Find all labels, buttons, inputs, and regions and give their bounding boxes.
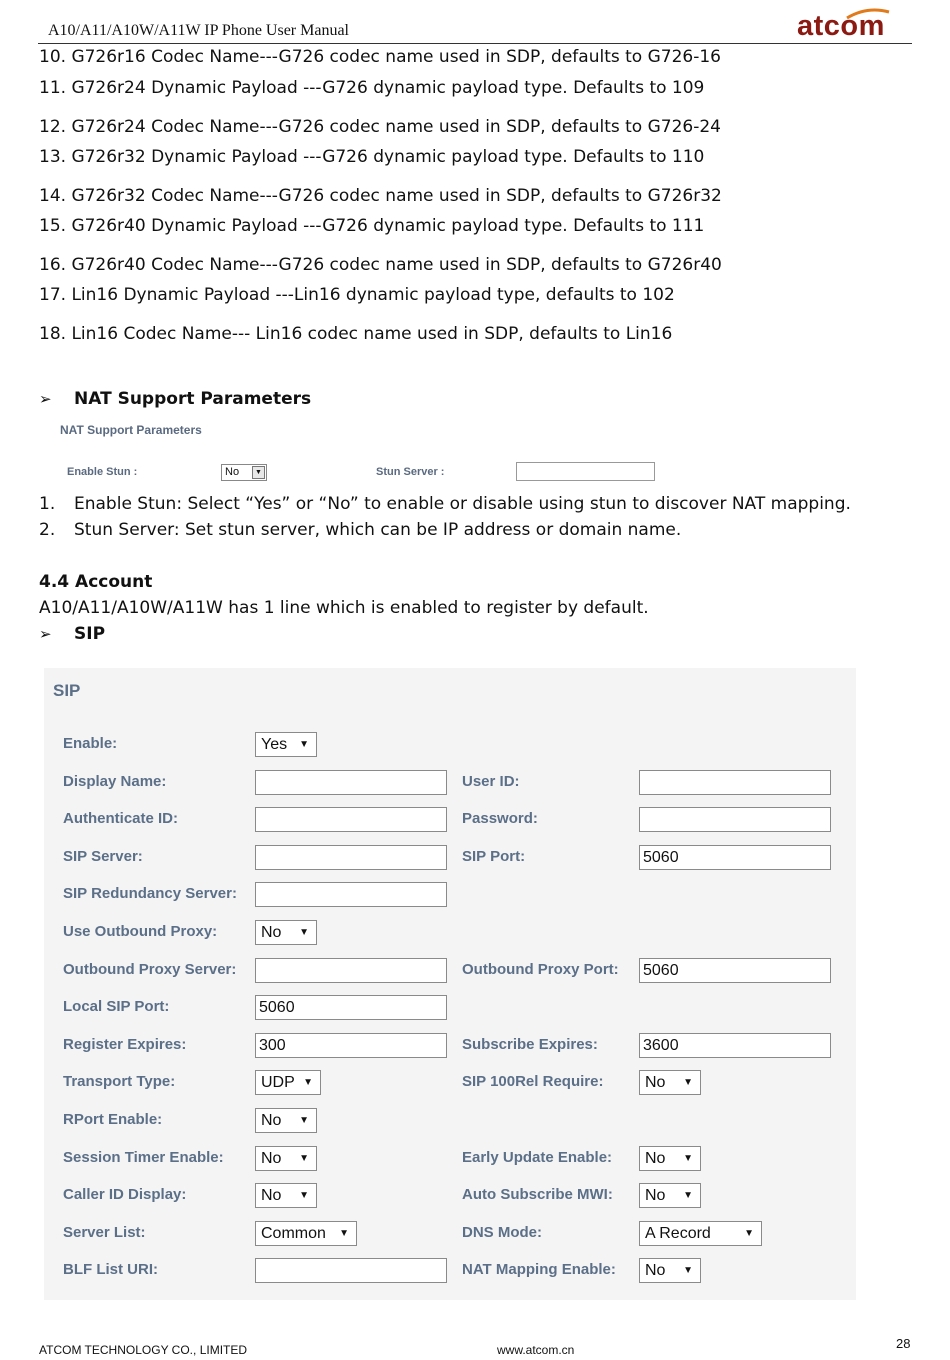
stun-server-label: Stun Server : <box>376 466 445 478</box>
auto-subscribe-mwi-value: No <box>645 1187 666 1205</box>
register-expires-input[interactable]: 300 <box>255 1033 447 1058</box>
dropdown-arrow-icon: ▼ <box>744 1227 754 1239</box>
user-id-label: User ID: <box>462 772 520 790</box>
authenticate-id-label: Authenticate ID: <box>63 810 179 828</box>
sip-server-input[interactable] <box>255 845 447 870</box>
dns-mode-label: DNS Mode: <box>462 1223 542 1241</box>
use-outbound-proxy-label: Use Outbound Proxy: <box>63 923 218 940</box>
account-intro: A10/A11/A10W/A11W has 1 line which is enabled to register by default. <box>39 598 649 618</box>
dropdown-arrow-icon: ▼ <box>683 1265 693 1277</box>
transport-type-label: Transport Type: <box>63 1073 176 1091</box>
register-expires-label: Register Expires: <box>63 1035 187 1053</box>
sip-redundancy-server-input[interactable] <box>255 882 447 907</box>
footer-website: www.atcom.cn <box>497 1343 575 1357</box>
transport-type-value: UDP <box>261 1074 295 1092</box>
dropdown-arrow-icon: ▼ <box>299 927 309 938</box>
nat-panel-title: NAT Support Parameters <box>60 423 202 437</box>
nat-mapping-enable-value: No <box>645 1262 666 1280</box>
use-outbound-proxy-value: No <box>261 924 282 941</box>
codec-list-item: 16. G726r40 Codec Name---G726 codec name used in SDP, defaults to G726r40 <box>39 255 722 275</box>
logo-text: atcom <box>797 10 885 42</box>
outbound-proxy-port-input[interactable]: 5060 <box>639 958 831 983</box>
outbound-proxy-server-label: Outbound Proxy Server: <box>63 960 237 978</box>
subscribe-expires-input[interactable]: 3600 <box>639 1033 831 1058</box>
session-timer-enable-select[interactable] <box>255 1146 317 1171</box>
local-sip-port-label: Local SIP Port: <box>63 998 170 1016</box>
logo-swoosh-icon <box>845 8 891 20</box>
dropdown-arrow-icon: ▼ <box>683 1152 693 1164</box>
local-sip-port-input[interactable]: 5060 <box>255 995 447 1020</box>
dropdown-arrow-icon: ▼ <box>683 1077 693 1089</box>
authenticate-id-input[interactable] <box>255 807 447 832</box>
dropdown-arrow-icon: ▼ <box>303 1077 313 1089</box>
bullet-arrow-icon: ➢ <box>39 625 52 643</box>
blf-list-uri-input[interactable] <box>255 1258 447 1283</box>
enable-select[interactable] <box>255 732 317 757</box>
caller-id-display-select[interactable] <box>255 1183 317 1208</box>
auto-subscribe-mwi-label: Auto Subscribe MWI: <box>462 1186 613 1204</box>
transport-type-select[interactable] <box>255 1070 321 1095</box>
dns-mode-select[interactable] <box>639 1221 762 1246</box>
server-list-label: Server List: <box>63 1223 146 1241</box>
nat-item-text: Enable Stun: Select “Yes” or “No” to enable or disable using stun to discover NAT mapping. <box>74 494 851 514</box>
sip-port-label: SIP Port: <box>462 847 526 865</box>
server-list-value: Common <box>261 1224 326 1242</box>
dropdown-arrow-icon: ▼ <box>252 466 265 479</box>
caller-id-display-label: Caller ID Display: <box>63 1186 187 1204</box>
sip-port-input[interactable]: 5060 <box>639 845 831 870</box>
subscribe-expires-label: Subscribe Expires: <box>462 1035 598 1053</box>
sip-redundancy-server-label: SIP Redundancy Server: <box>63 885 237 903</box>
codec-list-item: 15. G726r40 Dynamic Payload ---G726 dynamic payload type. Defaults to 111 <box>39 216 705 236</box>
codec-list-item: 10. G726r16 Codec Name---G726 codec name used in SDP, defaults to G726-16 <box>39 47 721 67</box>
outbound-proxy-server-input[interactable] <box>255 958 447 983</box>
session-timer-enable-value: No <box>261 1149 282 1167</box>
rport-enable-label: RPort Enable: <box>63 1111 163 1128</box>
sip-100rel-require-label: SIP 100Rel Require: <box>462 1073 604 1091</box>
account-heading: 4.4 Account <box>39 572 153 592</box>
dropdown-arrow-icon: ▼ <box>299 1190 309 1202</box>
dns-mode-value: A Record <box>645 1224 711 1242</box>
codec-list-item: 17. Lin16 Dynamic Payload ---Lin16 dynamic payload type, defaults to 102 <box>39 285 675 305</box>
page-number: 28 <box>896 1336 911 1351</box>
user-id-input[interactable] <box>639 770 831 795</box>
display-name-input[interactable] <box>255 770 447 795</box>
header-divider <box>38 43 912 44</box>
display-name-label: Display Name: <box>63 772 167 790</box>
rport-enable-value: No <box>261 1112 282 1129</box>
stun-server-input[interactable] <box>516 462 655 481</box>
session-timer-enable-label: Session Timer Enable: <box>63 1148 224 1166</box>
sip-panel-title: SIP <box>53 681 81 700</box>
sip-100rel-require-value: No <box>645 1074 666 1092</box>
password-label: Password: <box>462 810 538 828</box>
bullet-arrow-icon: ➢ <box>39 390 52 408</box>
sip-heading: SIP <box>74 624 106 644</box>
codec-list-item: 11. G726r24 Dynamic Payload ---G726 dynamic payload type. Defaults to 109 <box>39 78 705 98</box>
dropdown-arrow-icon: ▼ <box>299 1152 309 1164</box>
sip-100rel-require-select[interactable] <box>639 1070 701 1095</box>
enable-value: Yes <box>261 736 288 753</box>
codec-list-item: 13. G726r32 Dynamic Payload ---G726 dynamic payload type. Defaults to 110 <box>39 147 705 167</box>
sip-settings-panel <box>44 668 856 1300</box>
codec-list-item: 18. Lin16 Codec Name--- Lin16 codec name used in SDP, defaults to Lin16 <box>39 324 673 344</box>
dropdown-arrow-icon: ▼ <box>339 1227 349 1239</box>
dropdown-arrow-icon: ▼ <box>299 739 309 750</box>
atcom-logo <box>797 10 885 43</box>
enable-label: Enable: <box>63 735 118 752</box>
codec-list-item: 12. G726r24 Codec Name---G726 codec name used in SDP, defaults to G726-24 <box>39 117 721 137</box>
nat-mapping-enable-label: NAT Mapping Enable: <box>462 1261 616 1279</box>
blf-list-uri-label: BLF List URI: <box>63 1261 158 1279</box>
rport-enable-select[interactable] <box>255 1108 317 1133</box>
document-title: A10/A11/A10W/A11W IP Phone User Manual <box>48 22 349 39</box>
nat-item-text: Stun Server: Set stun server, which can be IP address or domain name. <box>74 520 682 540</box>
caller-id-display-value: No <box>261 1187 282 1205</box>
dropdown-arrow-icon: ▼ <box>299 1115 309 1126</box>
outbound-proxy-port-label: Outbound Proxy Port: <box>462 960 619 978</box>
footer-company: ATCOM TECHNOLOGY CO., LIMITED <box>39 1343 248 1357</box>
early-update-enable-value: No <box>645 1149 666 1167</box>
dropdown-arrow-icon: ▼ <box>683 1190 693 1202</box>
enable-stun-value: No <box>225 466 240 478</box>
enable-stun-select[interactable] <box>221 464 267 481</box>
early-update-enable-select[interactable] <box>639 1146 701 1171</box>
enable-stun-label: Enable Stun : <box>67 466 138 478</box>
nat-item-number: 1. <box>39 494 56 514</box>
nat-mapping-enable-select[interactable] <box>639 1258 701 1283</box>
codec-list-item: 14. G726r32 Codec Name---G726 codec name used in SDP, defaults to G726r32 <box>39 186 722 206</box>
early-update-enable-label: Early Update Enable: <box>462 1148 613 1166</box>
nat-heading: NAT Support Parameters <box>74 389 312 409</box>
password-input[interactable] <box>639 807 831 832</box>
use-outbound-proxy-select[interactable] <box>255 920 317 945</box>
auto-subscribe-mwi-select[interactable] <box>639 1183 701 1208</box>
server-list-select[interactable] <box>255 1221 357 1246</box>
sip-server-label: SIP Server: <box>63 847 143 865</box>
nat-item-number: 2. <box>39 520 56 540</box>
